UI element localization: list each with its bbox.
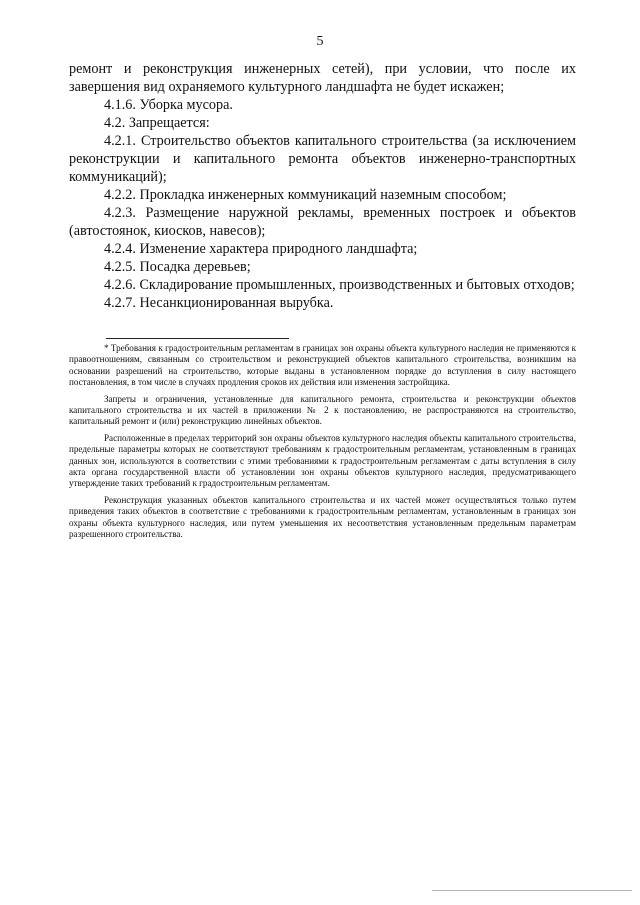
paragraph-continuation: ремонт и реконструкция инженерных сетей), при условии, что после их завершения вид охраняемого культурного ландшафта не будет искажен; xyxy=(69,61,576,95)
paragraph-4-2-2: 4.2.2. Прокладка инженерных коммуникаций наземным способом; xyxy=(104,187,507,203)
paragraph-4-2: 4.2. Запрещается: xyxy=(104,115,210,131)
paragraph-4-2-6: 4.2.6. Складирование промышленных, производственных и бытовых отходов; xyxy=(104,277,575,293)
footnote-reconstruction: Реконструкция указанных объектов капитального строительства и их частей может осуществляться только путем приведения таких объектов в соответствие с требованиями к градостроительным регламентам, установленным в границах зон охраны объекта культурного наследия, или путем уменьшения их несоответствия установленным предельным параметрам разрешенного строительства. xyxy=(69,494,576,540)
footnotes xyxy=(69,343,576,546)
bottom-edge-line xyxy=(432,890,632,891)
paragraph-4-2-3: 4.2.3. Размещение наружной рекламы, временных построек и объектов (автостоянок, киосков, навесов); xyxy=(69,205,576,239)
paragraph-4-2-5: 4.2.5. Посадка деревьев; xyxy=(104,259,251,275)
page-number: 5 xyxy=(316,34,324,49)
paragraph-4-1-6: 4.1.6. Уборка мусора. xyxy=(104,97,233,113)
footnote-requirements: * Требования к градостроительным регламентам в границах зон охраны объекта культурного наследия не применяются к правоотношениям, связанным со строительством и реконструкцией объектов капитального строительства, возникшим на основании разрешений на строительство, которые выданы в установленном порядке до вступления в силу настоящего постановления, в том числе в случаях продления сроков их действия или изменения застройщика. xyxy=(69,343,576,388)
footnote-located-objects: Расположенные в пределах территорий зон охраны объектов культурного наследия объекты капитального строительства, предельные параметры которых не соответствуют требованиям к градостроительным регламентам, установленным в границах данных зон, используются в соответствии с этими требованиями к градостроительным регламентам с даты вступления в силу акта органа государственной власти об установлении зон охраны объектов культурного наследия, предусматривающего утверждение таких требований к градостроительным регламентам. xyxy=(69,432,576,489)
footnote-divider xyxy=(106,338,289,339)
main-text xyxy=(69,60,576,312)
paragraph-4-2-7: 4.2.7. Несанкционированная вырубка. xyxy=(104,295,334,311)
footnote-prohibitions: Запреты и ограничения, установленные для капитального ремонта, строительства и реконструкции объектов капитального строительства и их частей в приложении № 2 к постановлению, не распространяются на строительство, капитальный ремонт и (или) реконструкцию линейных объектов. xyxy=(69,393,576,427)
paragraph-4-2-4: 4.2.4. Изменение характера природного ландшафта; xyxy=(104,241,418,257)
paragraph-4-2-1: 4.2.1. Строительство объектов капитального строительства (за исключением реконструкции и капитального ремонта объектов инженерно-транспортных коммуникаций); xyxy=(69,133,576,185)
